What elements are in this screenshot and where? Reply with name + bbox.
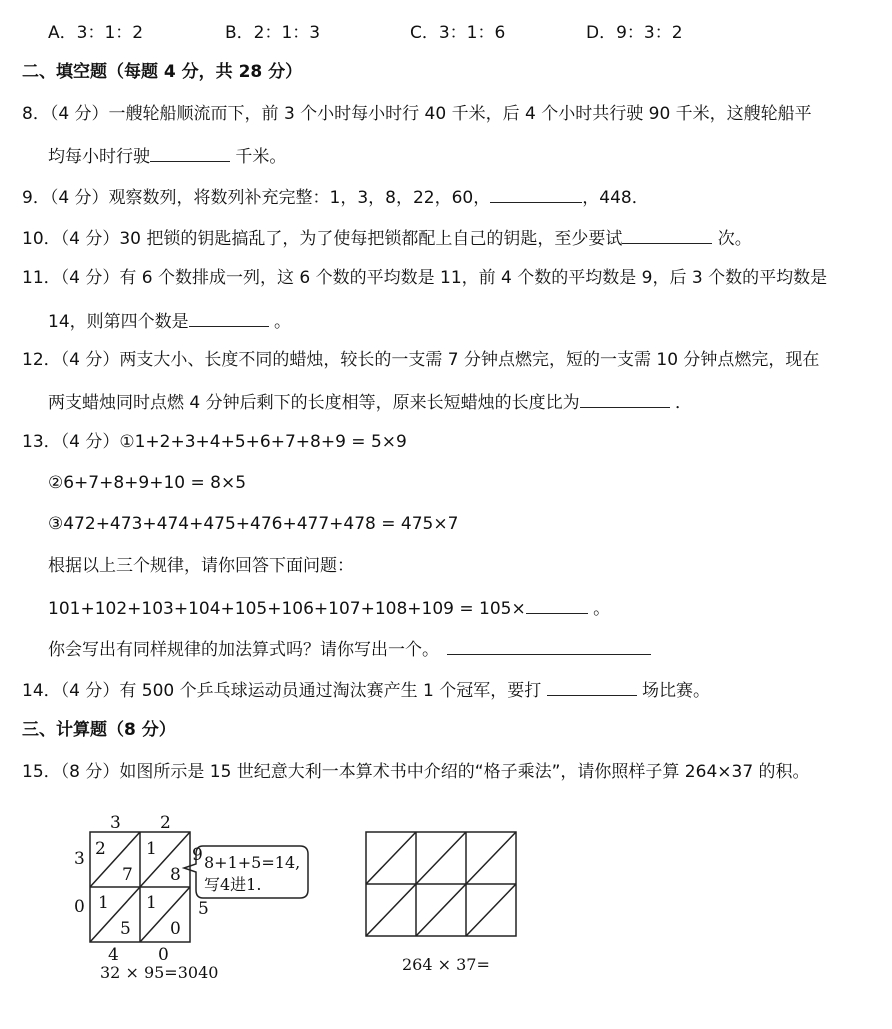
fig1-right-digit: 5	[198, 899, 209, 919]
q13-ask: 你会写出有同样规律的加法算式吗？请你写出一个。	[48, 640, 439, 660]
q10-text: 10．（4 分）30 把锁的钥匙搞乱了，为了使每把锁都配上自己的钥匙，至少要试	[22, 229, 623, 249]
fig1-cell-digit: 7	[122, 865, 133, 885]
answer-blank-q10[interactable]	[622, 225, 712, 244]
fig1-top-digit: 3	[110, 813, 121, 833]
question-8-line1: 8．（4 分）一艘轮船顺流而下，前 3 个小时每小时行 40 千米，后 4 个小时共行驶 90 千米，这艘轮船平	[22, 104, 812, 124]
option-a: A．3：1：2	[48, 23, 144, 43]
answer-blank-q9[interactable]	[490, 184, 582, 203]
fig1-bottom-digit: 0	[158, 945, 169, 965]
question-13-line1: 13．（4 分）①1+2+3+4+5+6+7+8+9 = 5×9	[22, 432, 407, 452]
question-13-rule3: ③472+473+474+475+476+477+478 = 475×7	[48, 514, 459, 534]
q11-tail: 。	[274, 312, 292, 332]
answer-blank-q13-b[interactable]	[447, 636, 651, 655]
section-fill-blank-heading: 二、填空题（每题 4 分，共 28 分）	[22, 62, 303, 82]
question-8-line2	[48, 143, 286, 169]
lattice-example-figure	[60, 808, 350, 998]
question-11-line1: 11．（4 分）有 6 个数排成一列，这 6 个数的平均数是 11，前 4 个数的平均数是 9，后 3 个数的平均数是	[22, 268, 828, 288]
fig1-bottom-digit: 4	[108, 945, 119, 965]
question-12-line1: 12．（4 分）两支大小、长度不同的蜡烛，较长的一支需 7 分钟点燃完，短的一支需 10 分钟点燃完，现在	[22, 350, 820, 370]
q12-tail: ．	[675, 393, 693, 413]
q14-tail: 场比赛。	[642, 681, 711, 701]
answer-blank-q14[interactable]	[547, 677, 637, 696]
fig1-callout-line1: 8+1+5=14,	[204, 853, 301, 872]
question-11-line2	[48, 308, 291, 334]
q11-text: 14，则第四个数是	[48, 312, 189, 332]
q9-text: 9．（4 分）观察数列，将数列补充完整：1，3，8，22，60，	[22, 188, 491, 208]
lattice-practice-figure	[360, 822, 530, 982]
q10-tail: 次。	[717, 229, 752, 249]
question-13-sub1	[48, 595, 610, 621]
answer-blank-q8[interactable]	[150, 143, 230, 162]
question-14	[22, 677, 710, 703]
fig1-cell-digit: 1	[98, 893, 109, 913]
q13-expression: 101+102+103+104+105+106+107+108+109 = 105×	[48, 599, 526, 619]
fig1-cell-digit: 2	[95, 839, 106, 859]
fig1-left-digit: 3	[74, 849, 85, 869]
q8-text: 均每小时行驶	[48, 147, 150, 167]
q8-unit: 千米。	[235, 147, 287, 167]
question-10	[22, 225, 752, 251]
question-13-sub2	[48, 636, 651, 662]
q14-text: 14．（4 分）有 500 个乒乓球运动员通过淘汰赛产生 1 个冠军，要打	[22, 681, 542, 701]
question-9	[22, 184, 649, 210]
fig1-cell-digit: 1	[146, 893, 157, 913]
option-c: C．3：1：6	[410, 23, 506, 43]
q13-tail: 。	[593, 599, 611, 619]
fig1-top-digit: 2	[160, 813, 171, 833]
answer-blank-q13-a[interactable]	[526, 595, 588, 614]
section-calc-heading: 三、计算题（8 分）	[22, 720, 176, 740]
question-13-prompt: 根据以上三个规律，请你回答下面问题：	[48, 556, 354, 576]
question-15: 15．（8 分）如图所示是 15 世纪意大利一本算术书中介绍的“格子乘法”，请你照样子算 264×37 的积。	[22, 762, 810, 782]
fig1-cell-digit: 5	[120, 919, 131, 939]
fig1-cell-digit: 8	[170, 865, 181, 885]
fig1-cell-digit: 1	[146, 839, 157, 859]
q9-tail: ，448．	[582, 188, 649, 208]
q12-text: 两支蜡烛同时点燃 4 分钟后剩下的长度相等，原来长短蜡烛的长度比为	[48, 393, 580, 413]
question-13-rule2: ②6+7+8+9+10 = 8×5	[48, 473, 247, 493]
option-b: B．2：1：3	[225, 23, 321, 43]
fig1-left-digit: 0	[74, 897, 85, 917]
question-12-line2	[48, 389, 692, 415]
fig2-caption: 264 × 37=	[402, 955, 490, 974]
answer-blank-q12[interactable]	[580, 389, 670, 408]
answer-blank-q11[interactable]	[189, 308, 269, 327]
fig1-callout-line2: 写4进1.	[204, 875, 262, 894]
fig1-cell-digit: 0	[170, 919, 181, 939]
fig1-caption: 32 × 95=3040	[100, 963, 219, 982]
fig1-right-digit: 9	[192, 845, 203, 865]
option-d: D．9：3：2	[586, 23, 683, 43]
